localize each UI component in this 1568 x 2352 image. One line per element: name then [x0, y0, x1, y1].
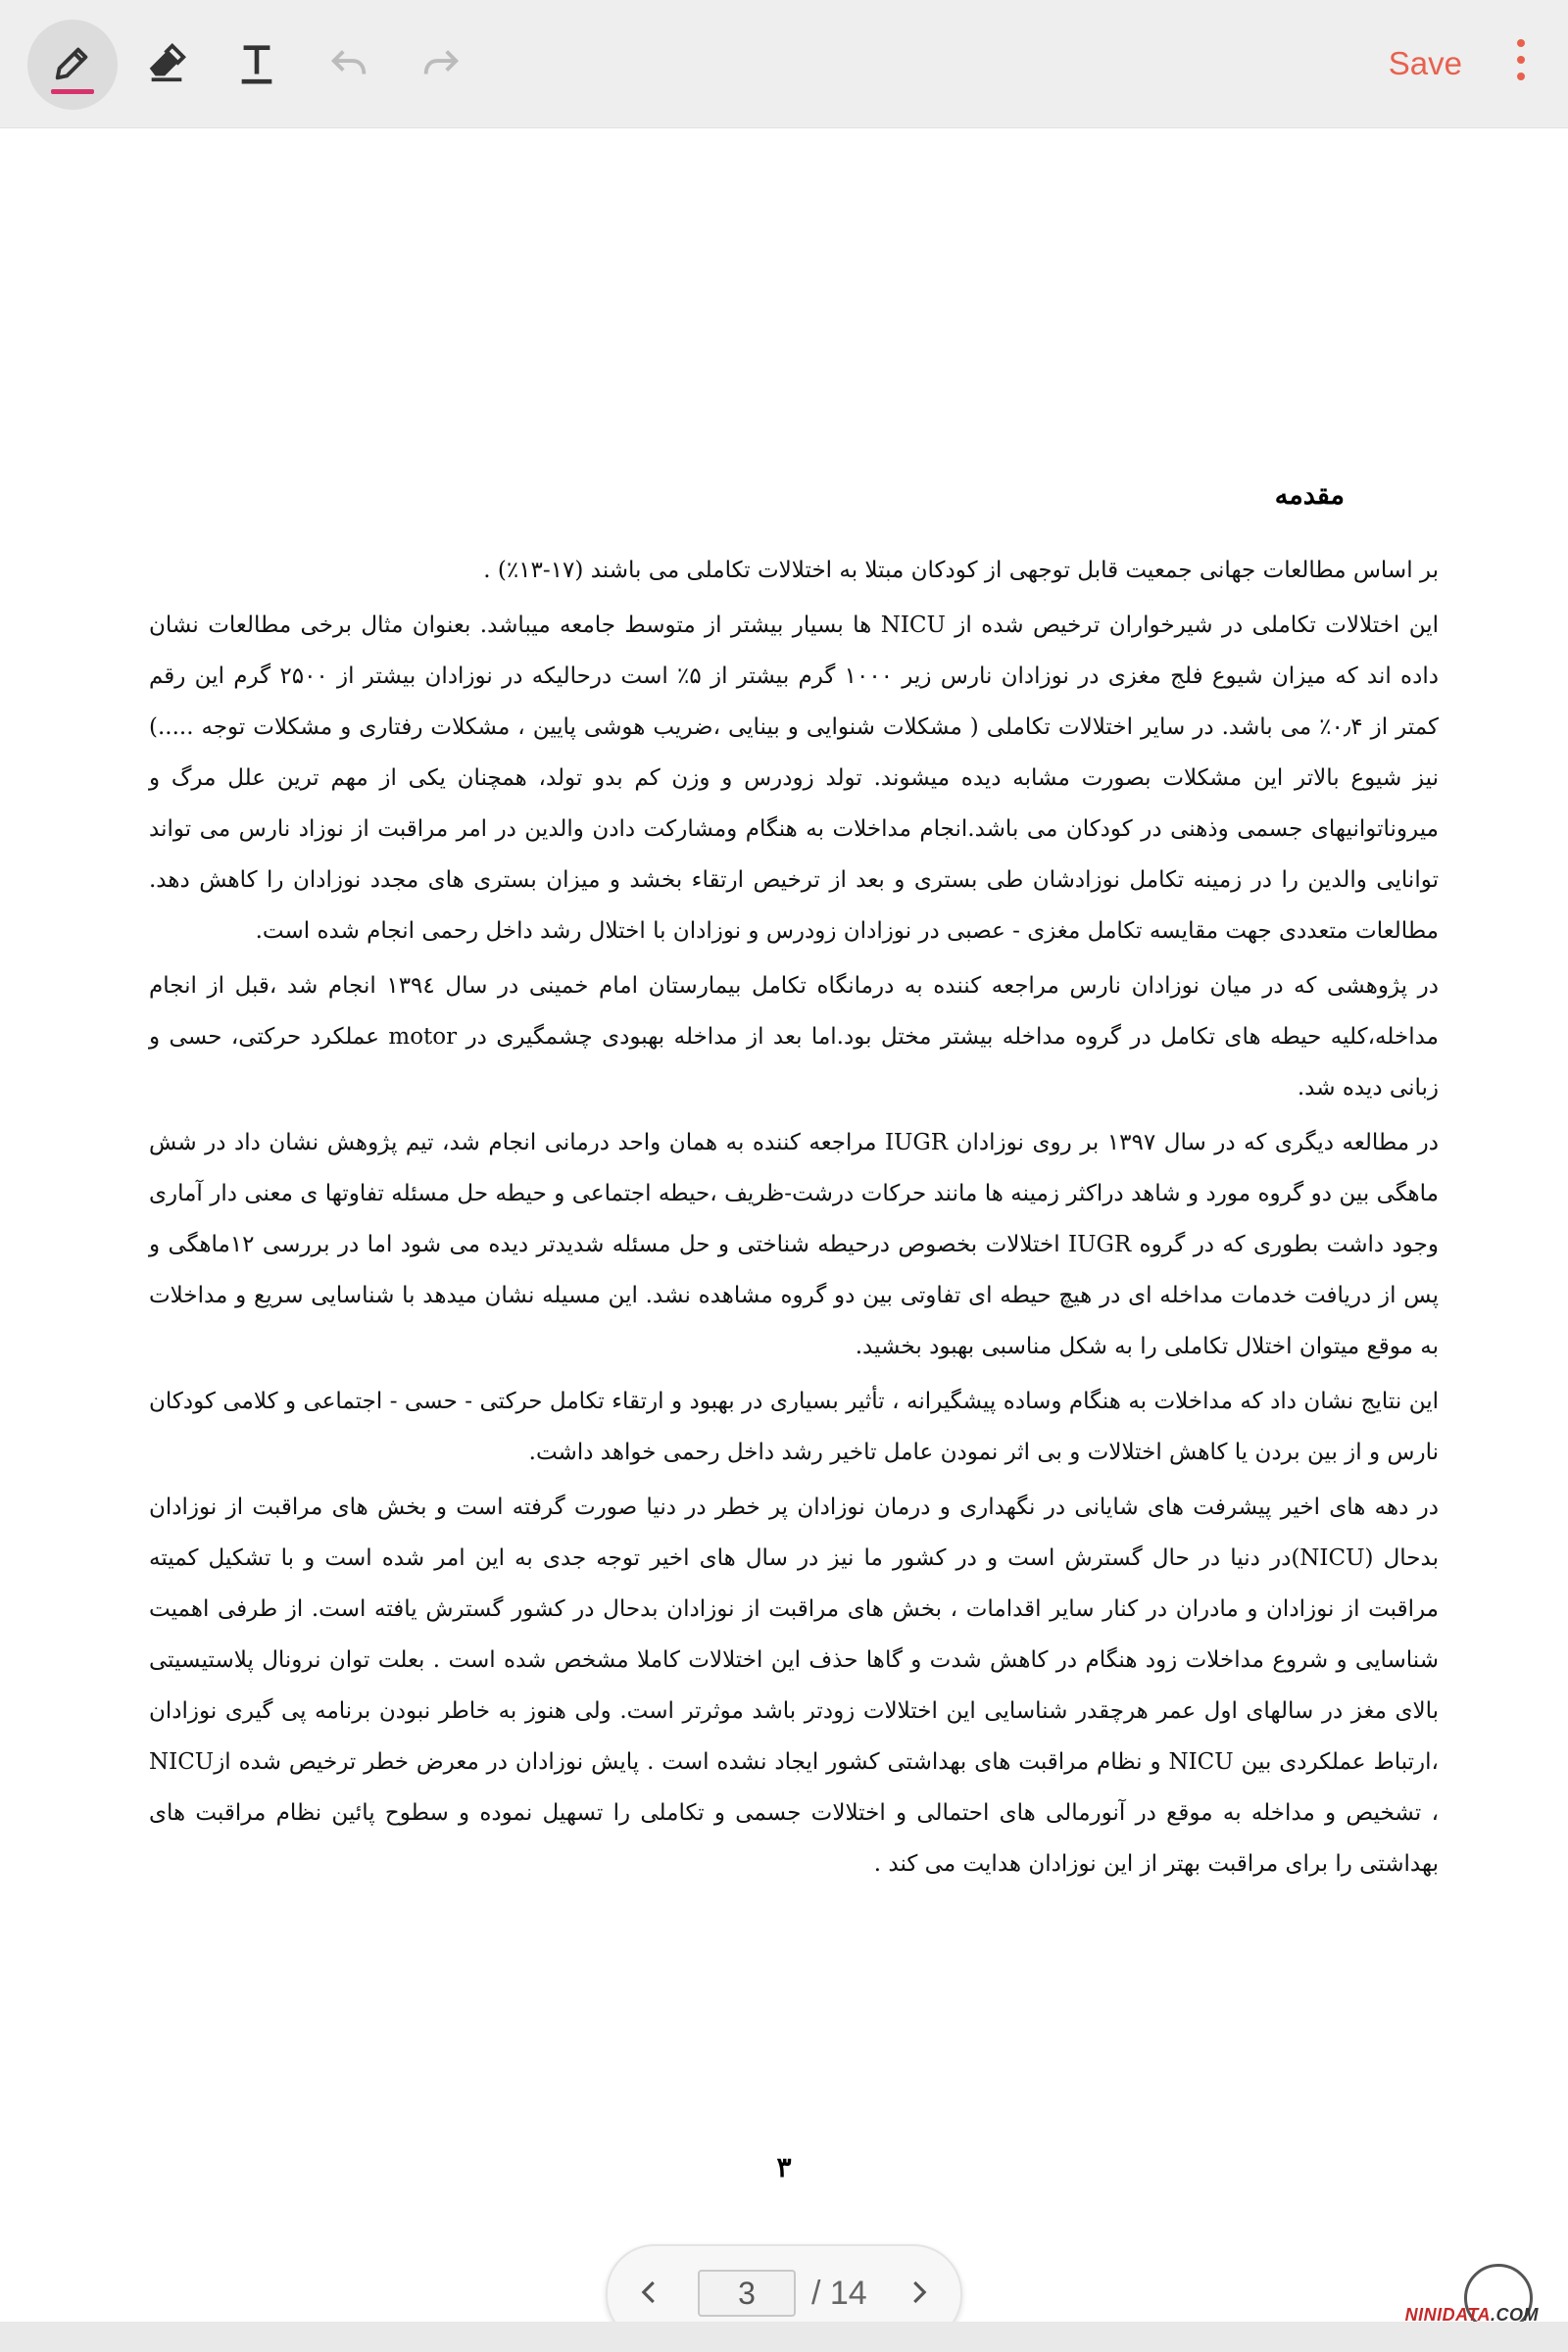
pen-color-indicator	[51, 89, 94, 94]
paragraph: در مطالعه دیگری که در سال ۱۳۹۷ بر روی نوزادان IUGR مراجعه کننده به همان واحد درمانی انجام شد، تیم پژوهش نشان داد در شش ماهگی بین دو گروه مورد و شاهد دراکثر زمینه ها مانند حرکات درشت-ظریف ،حیطه اجتماعی و حیطه حل مسئله تفاوتها ی معنی دار آماری وجود داشت بطوری که در گروه IUGR اختلالات بخصوص درحیطه شناختی و حل مسئله شدیدتر دیده می شود اما در بررسی ۱۲ماهگی و پس از دریافت خدمات مداخله ای در هیچ حیطه ای تفاوتی بین دو گروه مشاهده نشد. این مسیله نشان میدهد با شناسایی سریع و مداخلات به موقع میتوان اختلال تکاملی را به شکل مناسبی بهبود بخشید.	[149, 1130, 1439, 1359]
text-tool-button[interactable]	[212, 20, 302, 110]
bottom-bar	[0, 2322, 1568, 2352]
paragraph: این نتایج نشان داد که مداخلات به هنگام وساده پیشگیرانه ، تأثیر بسیاری در بهبود و ارتقاء تکامل حرکتی - حسی - اجتماعی و کلامی کودکان نارس و از بین بردن یا کاهش اختلالات و بی اثر نمودن عامل تاخیر رشد داخل رحمی خواهد داشت.	[149, 1389, 1439, 1465]
undo-button[interactable]	[304, 20, 394, 110]
watermark-brand: NINIDATA	[1404, 2305, 1491, 2325]
paragraph: در دهه های اخیر پیشرفت های شایانی در نگهداری و درمان نوزادان پر خطر در دنیا صورت گرفته است و بخش های مراقبت از نوزادان بدحال (NICU)در دنیا در حال گسترش است و در کشور ما نیز در سال های اخیر توجه جدی به این امر شده است و با تشکیل کمیته مراقبت از نوزادان و مادران در کنار سایر اقدامات ، بخش های مراقبت از نوزادان بدحال در کشور گسترش یافته است. از طرفی اهمیت شناسایی و شروع مداخلات زود هنگام در کاهش شدت و گاها حذف این اختلالات کاملا مشخص شده است . بعلت توان نرونال پلاستیسیتی بالای مغز در سالهای اول عمر هرچقدر شناسایی این اختلالات زودتر باشد موثرتر است. ولی هنوز به خاطر نبودن برنامه پی گیری نوزادان ،ارتباط عملکردی بین NICU و نظام مراقبت های بهداشتی کشور ایجاد نشده است . پایش نوزادان در معرض خطر ترخیص شده ازNICU ، تشخیص و مداخله به موقع در آنورمالی های احتمالی و اختلالات جسمی و تکاملی را تسهیل نموده و سطوح پائین نظام مراقبت های بهداشتی را برای مراقبت بهتر از این نوزادان هدایت می کند .	[149, 1494, 1439, 1877]
paragraph: در پژوهشی که در میان نوزادان نارس مراجعه کننده به درمانگاه تکامل بیمارستان امام خمینی در سال ۱۳۹٤ انجام شد ،قبل از انجام مداخله،کلیه حیطه های تکامل در گروه مداخله بیشتر مختل بود.اما بعد از مداخله بهبودی چشمگیری در motor عملکرد حرکتی، حسی و زبانی دیده شد.	[149, 973, 1439, 1101]
eraser-icon	[144, 40, 189, 89]
pen-icon	[50, 40, 95, 89]
next-page-button[interactable]	[894, 2270, 943, 2319]
undo-icon	[326, 40, 371, 89]
current-page-input[interactable]: 3	[698, 2270, 796, 2317]
section-heading: مقدمه	[1274, 480, 1345, 511]
watermark-suffix: .COM	[1491, 2305, 1539, 2325]
pen-tool-button[interactable]	[27, 20, 118, 110]
text-icon	[234, 40, 279, 89]
redo-icon	[418, 40, 464, 89]
paragraph: بر اساس مطالعات جهانی جمعیت قابل توجهی از کودکان مبتلا به اختلالات تکاملی می باشند (۱۷-۱۳٪) .	[483, 558, 1439, 583]
eraser-tool-button[interactable]	[122, 20, 212, 110]
redo-button[interactable]	[396, 20, 486, 110]
chevron-right-icon	[904, 2278, 933, 2311]
chevron-left-icon	[635, 2278, 664, 2311]
total-pages-label: / 14	[811, 2275, 867, 2312]
document-body	[149, 545, 1439, 1893]
top-toolbar	[0, 0, 1568, 128]
paragraph: این اختلالات تکاملی در شیرخواران ترخیص شده از NICU ها بسیار بیشتر از متوسط جامعه میباشد. بعنوان مثال برخی مطالعات نشان داده اند که میزان شیوع فلج مغزی در نوزادان نارس زیر ۱۰۰۰ گرم بیشتر از ۵٪ است درحالیکه در نوزادان بیشتر از ۲۵۰۰ گرم این رقم کمتر از ۰٫۴٪ می باشد. در سایر اختلالات تکاملی ( مشکلات شنوایی و بینایی ،ضریب هوشی پایین ، مشکلات رفتاری و مشکلات توجه .....) نیز شیوع بالاتر این مشکلات بصورت مشابه دیده میشوند. تولد زودرس و وزن کم بدو تولد، همچنان یکی از مهم ترین علل مرگ و میروناتوانیهای جسمی وذهنی در کودکان می باشد.انجام مداخلات به هنگام ومشارکت دادن والدین در امر مراقبت از نوزاد نارس می تواند توانایی والدین را در زمینه تکامل نوزادشان طی بستری و بعد از ترخیص ارتقاء بخشد و میزان بستری های مجدد نوزادان را کاهش دهد. مطالعات متعددی جهت مقایسه تکامل مغزی - عصبی در نوزادان زودرس و نوزادان با اختلال رشد داخل رحمی انجام شده است.	[149, 612, 1440, 944]
save-button[interactable]: Save	[1388, 45, 1462, 81]
more-options-icon[interactable]	[1511, 39, 1531, 88]
watermark	[1405, 2305, 1539, 2326]
page-number-label: ۳	[776, 2151, 792, 2183]
previous-page-button[interactable]	[625, 2270, 674, 2319]
